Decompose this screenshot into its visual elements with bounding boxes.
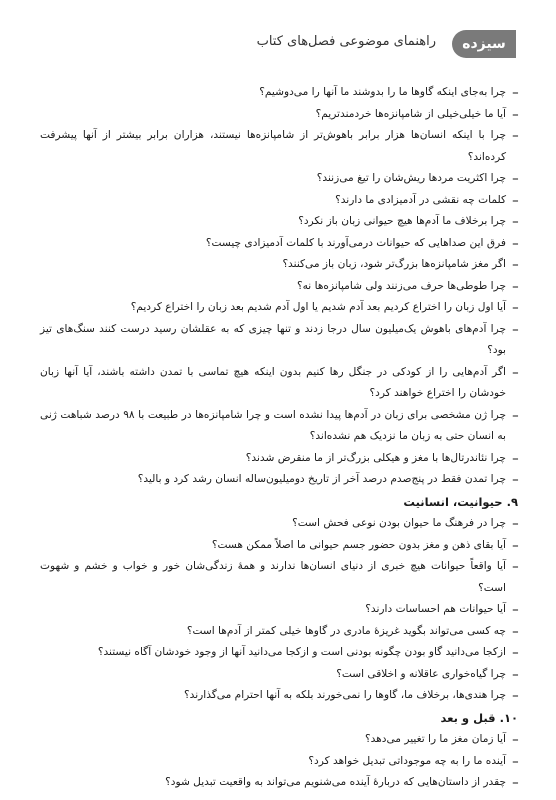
question-item: _ چرا برخلاف ما آدم‌ها هیچ حیوانی زبان باز نکرد؟ [40,211,518,233]
question-item: _ چقدر از داستان‌هایی که دربارهٔ آینده می‌شنویم می‌تواند به واقعیت تبدیل شود؟ [40,772,518,794]
question-item: _ چرا آدم‌های باهوش یک‌میلیون سال درجا زدند و تنها چیزی که به عقلشان رسید درست کنند سنگ‌های تیز بود؟ [40,319,518,362]
question-item: _ چرا ژن مشخصی برای زبان در آدم‌ها پیدا نشده است و چرا شامپانزه‌ها در طبیعت با ۹۸ درصد شباهت ژنی به انسان حتی به زبان ما نزدیک هم نشده‌اند؟ [40,405,518,448]
question-item: _ ازکجا می‌دانید گاو بودن چگونه بودنی است و ازکجا می‌دانید آنها از وجود خودشان آگاه نیستند؟ [40,642,518,664]
question-item: _ آیا بقای ذهن و مغز بدون حضور جسم حیوانی ما اصلاً ممکن هست؟ [40,535,518,557]
running-header-title: راهنمای موضوعی فصل‌های کتاب [256,34,436,49]
page-number-badge: سیزده [452,30,516,58]
question-item: _ آیا اول زبان را اختراع کردیم بعد آدم شدیم یا اول آدم شدیم بعد زبان را اختراع کردیم؟ [40,297,518,319]
question-item: _ چه کسی می‌تواند بگوید غریزهٔ مادری در گاوها خیلی کمتر از آدم‌ها است؟ [40,621,518,643]
question-item: _ چرا اکثریت مردها ریش‌شان را تیغ می‌زنند؟ [40,168,518,190]
question-item: _ اگر مغز شامپانزه‌ها بزرگ‌تر شود، زبان باز می‌کنند؟ [40,254,518,276]
question-item: _ چرا با اینکه انسان‌ها هزار برابر باهوش‌تر از شامپانزه‌ها نیستند، هزاران برابر بیشتر از آنها پیشرفت کرده‌اند؟ [40,125,518,168]
question-item: _ آیا واقعاً حیوانات هیچ خبری از دنیای انسان‌ها ندارند و همهٔ زندگی‌شان خور و خواب و خشم و شهوت است؟ [40,556,518,599]
page-header [40,30,516,66]
question-item: _ چرا طوطی‌ها حرف می‌زنند ولی شامپانزه‌ها نه؟ [40,276,518,298]
question-item: _ اگر آدم‌هایی را از کودکی در جنگل رها کنیم بدون اینکه هیچ تماسی با تمدن داشته باشند، آیا آنها زبان خودشان را اختراع خواهند کرد؟ [40,362,518,405]
question-item: _ چرا تمدن فقط در پنج‌صدم درصد آخر از تاریخ دومیلیون‌ساله انسان رشد کرد و بالید؟ [40,469,518,491]
question-item: _ آیا ما خیلی‌خیلی از شامپانزه‌ها خردمندتریم؟ [40,104,518,126]
question-item: _ چرا نئاندرتال‌ها با مغز و هیکلی بزرگ‌تر از ما منقرض شدند؟ [40,448,518,470]
question-item: _ چرا به‌جای اینکه گاوها ما را بدوشند ما آنها را می‌دوشیم؟ [40,82,518,104]
question-list-chapter-8 [40,82,518,491]
section-heading-9: ۹. حیوانیت، انسانیت [403,494,518,509]
question-list-chapter-10 [40,729,518,794]
question-item: _ چرا در فرهنگ ما حیوان بودن نوعی فحش است؟ [40,513,518,535]
question-item: _ چرا گیاه‌خواری عاقلانه و اخلاقی است؟ [40,664,518,686]
question-item: _ آینده ما را به چه موجوداتی تبدیل خواهد کرد؟ [40,751,518,773]
question-item: _ آیا زمان مغز ما را تغییر می‌دهد؟ [40,729,518,751]
question-item: _ کلمات چه نقشی در آدمیزادی ما دارند؟ [40,190,518,212]
question-item: _ آیا حیوانات هم احساسات دارند؟ [40,599,518,621]
chapter-guide-content [40,82,518,794]
section-heading-10: ۱۰. قبل و بعد [440,710,518,725]
question-item: _ چرا هندی‌ها، برخلاف ما، گاوها را نمی‌خورند بلکه به آنها احترام می‌گذارند؟ [40,685,518,707]
question-list-chapter-9 [40,513,518,707]
question-item: _ فرق این صداهایی که حیوانات درمی‌آورند با کلمات آدمیزادی چیست؟ [40,233,518,255]
